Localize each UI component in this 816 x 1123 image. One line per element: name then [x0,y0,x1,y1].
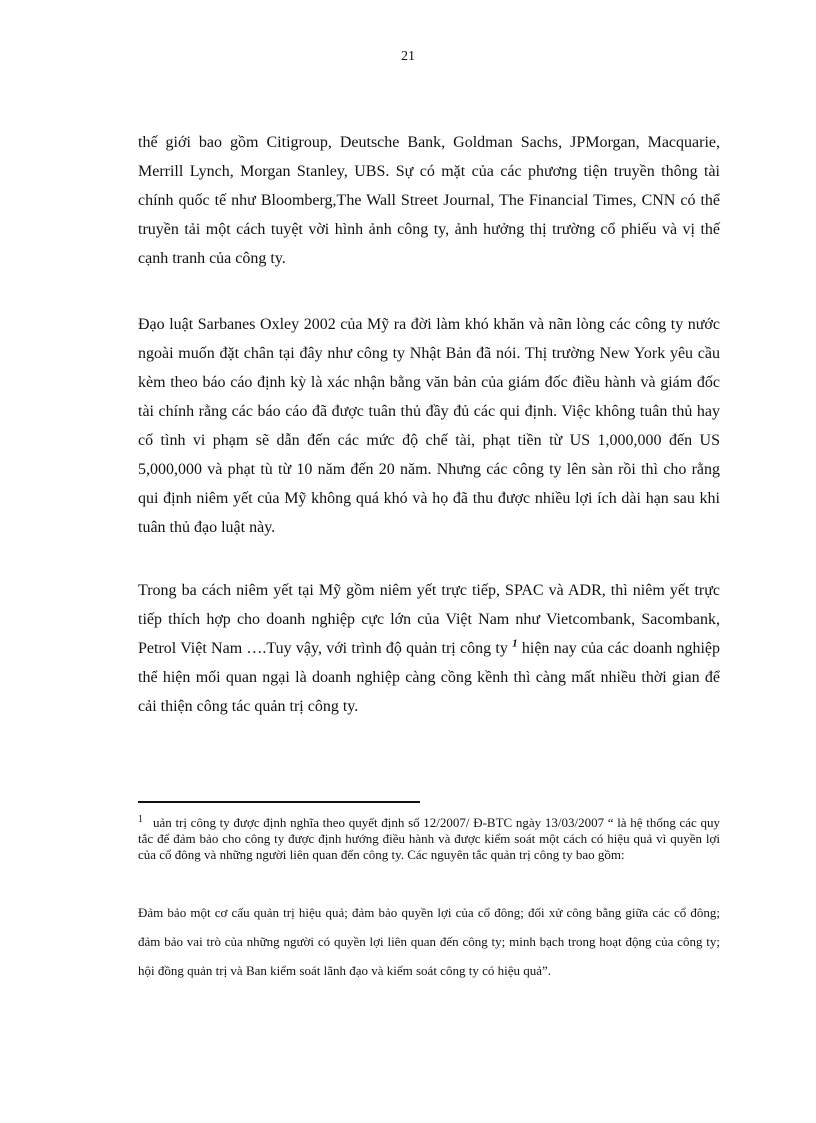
page-number: 21 [401,49,415,64]
body-paragraph-2: Đạo luật Sarbanes Oxley 2002 của Mỹ ra đời làm khó khăn và nãn lòng các công ty nước ngoài muốn đặt chân tại đây như công ty Nhật Bản đã nói. Thị trường New York yêu cầu kèm theo báo cáo định kỳ là xác nhận bằng văn bản của giám đốc điều hành và giám đốc tài chính rằng các báo cáo đã được tuân thủ đầy đủ các qui định. Việc không tuân thủ hay cố tình vi phạm sẽ dẫn đến các mức độ chế tài, phạt tiền từ US 1,000,000 đến US 5,000,000 và phạt tù từ 10 năm đến 20 năm. Nhưng các công ty lên sàn rồi thì cho rằng qui định niêm yết của Mỹ không quá khó và họ đã thu được nhiều lợi ích dài hạn sau khi tuân thủ đạo luật này. [138,316,720,536]
footnote-reference-marker[interactable]: 1 [512,637,518,650]
footnote-1 [138,815,720,863]
body-paragraph-1: thế giới bao gồm Citigroup, Deutsche Bank, Goldman Sachs, JPMorgan, Macquarie, Merrill Lynch, Morgan Stanley, UBS. Sự có mặt của các phương tiện truyền thông tài chính quốc tế như Bloomberg,The Wall Street Journal, The Financial Times, CNN có thể truyền tải một cách tuyệt vời hình ảnh công ty, ảnh hưởng thị trường cổ phiếu và vị thế cạnh tranh của công ty. [138,134,720,267]
paragraph-3-text-after: hiện nay của các doanh nghiệp thể hiện mối quan ngại là doanh nghiệp càng cồng kềnh thì càng mất nhiều thời gian để cải thiện công tác quản trị công ty. [138,640,721,715]
footnote-continuation: Đảm bảo một cơ cấu quản trị hiệu quả; đảm bảo quyền lợi của cổ đông; đối xử công bằng giữa các cổ đông; đảm bảo vai trò của những người có quyền lợi liên quan đến công ty; minh bạch trong hoạt động của công ty; hội đồng quản trị và Ban kiểm soát lãnh đạo và kiểm soát công ty có hiệu quả”. [138,905,720,978]
paragraph-3-text-before: Trong ba cách niêm yết tại Mỹ gồm niêm yết trực tiếp, SPAC và ADR, thì niêm yết trực tiếp thích hợp cho doanh nghiệp cực lớn của Việt Nam như Vietcombank, Sacombank, Petrol Việt Nam ….Tuy vậy, với trình độ quản trị công ty [138,582,720,657]
footnote-marker: 1 [138,813,143,825]
footnote-text: uản trị công ty được định nghĩa theo quyết định số 12/2007/ Đ-BTC ngày 13/03/2007 “ là hệ thống các quy tắc để đảm bảo cho công ty được định hướng điều hành và được kiểm soát một cách có hiệu quả vì quyền lợi của cổ đông và những người liên quan đến công ty. Các nguyên tắc quản trị công ty bao gồm: [138,815,720,862]
body-paragraph-3 [138,576,720,721]
footnote-separator [138,801,420,803]
